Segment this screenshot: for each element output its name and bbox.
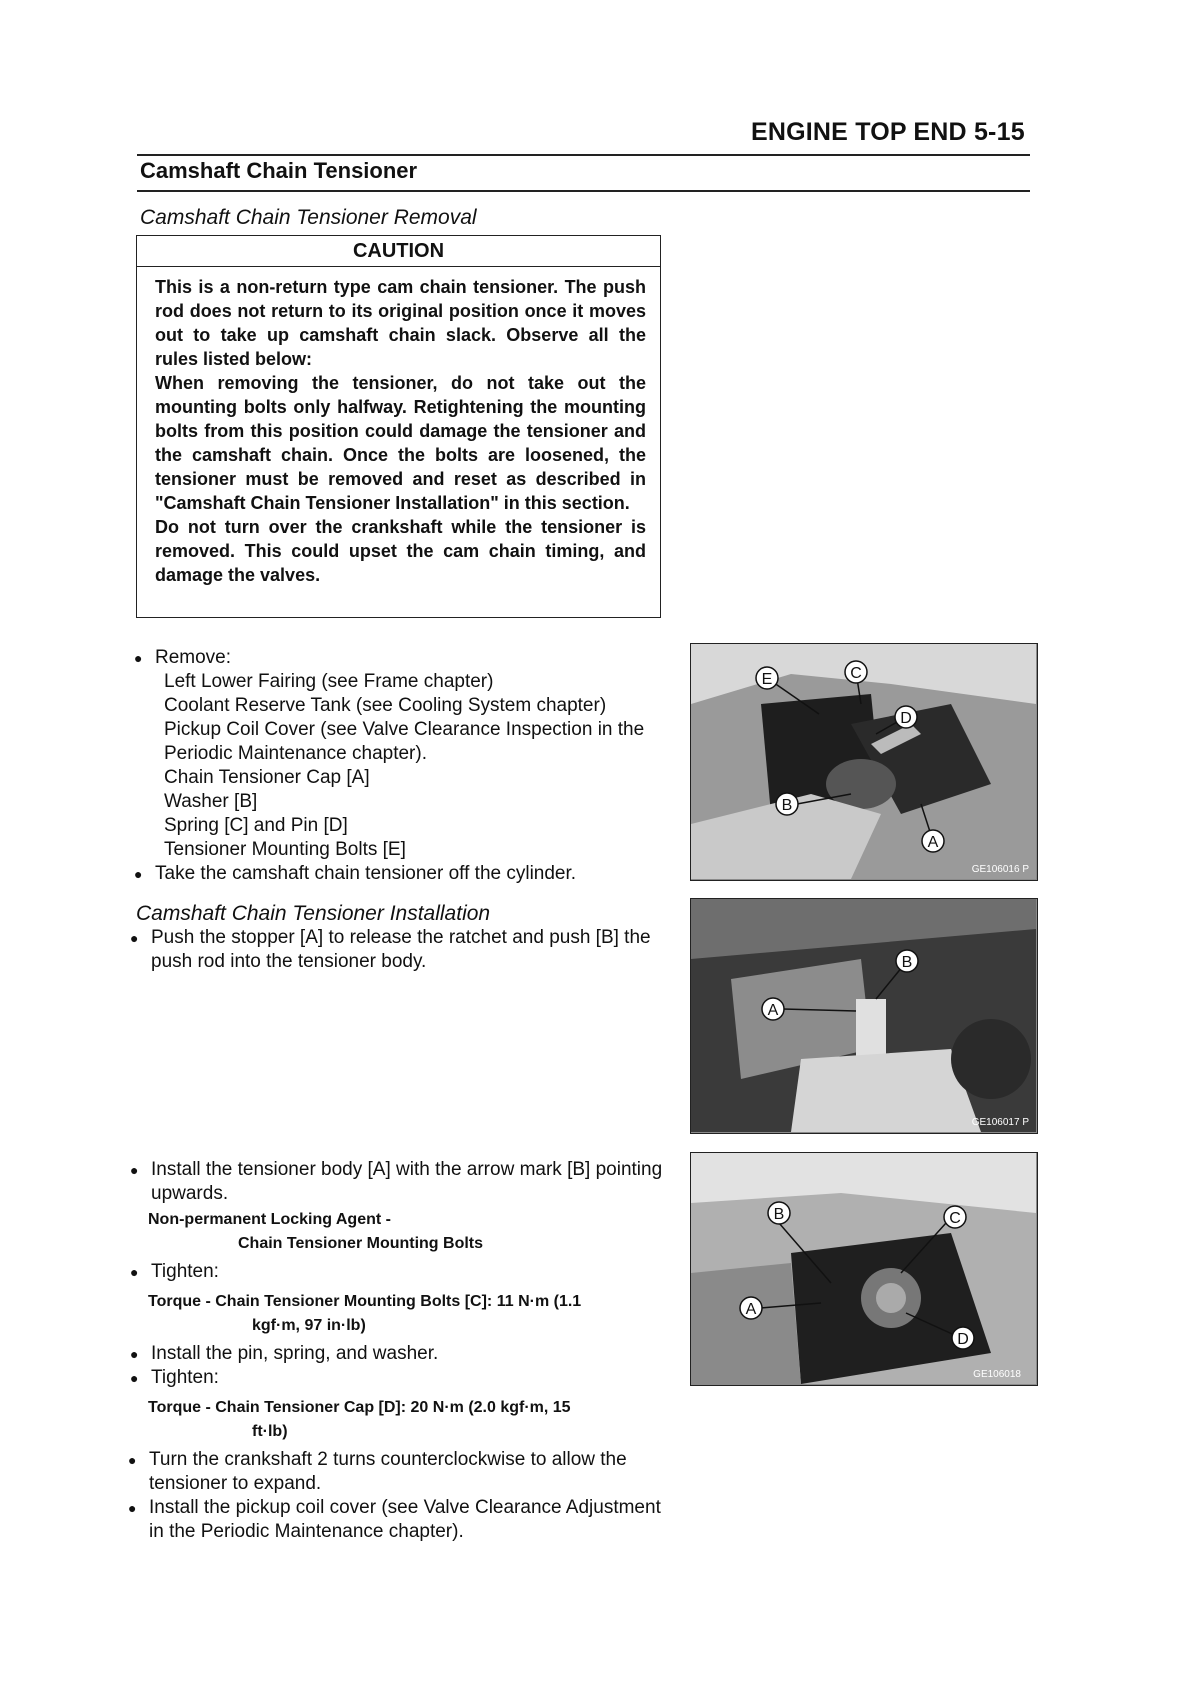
install-step: ● Install the pin, spring, and washer. — [138, 1342, 438, 1366]
section-rule — [137, 190, 1030, 192]
locking-agent-note: Non-permanent Locking Agent - — [148, 1211, 391, 1228]
installation-subtitle: Camshaft Chain Tensioner Installation — [136, 902, 491, 925]
list-item: Left Lower Fairing (see Frame chapter) — [164, 671, 494, 692]
caution-paragraph: When removing the tensioner, do not take out the mounting bolts only halfway. Retightening the mounting bolts from this position could damage the tensioner and the camshaft chain. Once the bolts are loosened, the tensioner must be removed and reset as described in "Camshaft Chain Tensioner Installation" in this section. — [155, 373, 646, 513]
figure-code: GE106018 — [973, 1369, 1021, 1380]
caution-title: CAUTION — [137, 236, 660, 267]
install-step: ● Install the tensioner body [A] with the arrow mark [B] pointing upwards. — [138, 1158, 668, 1206]
photo-illustration — [691, 899, 1036, 1132]
figure-tensioner-reset — [690, 898, 1038, 1134]
callout-label: D — [900, 710, 912, 727]
figure-tensioner-removal — [690, 643, 1038, 881]
callout-label: D — [957, 1331, 969, 1348]
removal-subtitle: Camshaft Chain Tensioner Removal — [140, 206, 477, 229]
install-step: ● Push the stopper [A] to release the ratchet and push [B] the push rod into the tensioner body. — [138, 926, 668, 974]
remove-label: ● Remove: — [142, 646, 672, 670]
callout-label: B — [901, 954, 913, 971]
callout-label: A — [927, 834, 939, 851]
locking-agent-note: Chain Tensioner Mounting Bolts — [238, 1235, 484, 1252]
install-step: ● Turn the crankshaft 2 turns counterclockwise to allow the tensioner to expand. — [136, 1448, 668, 1496]
list-item: Spring [C] and Pin [D] — [164, 815, 348, 836]
figure-code: GE106016 P — [971, 864, 1029, 875]
figure-tensioner-installation — [690, 1152, 1038, 1386]
callout-label: C — [949, 1210, 961, 1227]
section-title: Camshaft Chain Tensioner — [140, 158, 418, 183]
list-item: Chain Tensioner Cap [A] — [164, 767, 370, 788]
torque-spec: kgf·m, 97 in·lb) — [252, 1317, 366, 1334]
list-item: Coolant Reserve Tank (see Cooling System chapter) — [164, 695, 607, 716]
install-step: ● Install the pickup coil cover (see Valve Clearance Adjustment in the Periodic Maintenance chapter). — [136, 1496, 668, 1544]
tighten-step: ● Tighten: — [138, 1260, 219, 1284]
removal-steps — [142, 646, 672, 886]
torque-spec: ft·lb) — [252, 1423, 288, 1440]
tighten-step: ● Tighten: — [138, 1366, 219, 1390]
caution-box — [136, 235, 661, 618]
callout-label: B — [781, 797, 793, 814]
figure-code: GE106017 P — [971, 1117, 1029, 1128]
list-item: Tensioner Mounting Bolts [E] — [164, 839, 406, 860]
take-off-step: ● Take the camshaft chain tensioner off the cylinder. — [142, 862, 672, 886]
list-item: Pickup Coil Cover (see Valve Clearance Inspection in the Periodic Maintenance chapter). — [164, 719, 645, 764]
callout-label: A — [745, 1301, 757, 1318]
caution-paragraph: Do not turn over the crankshaft while the tensioner is removed. This could upset the cam chain timing, and damage the valves. — [155, 517, 646, 585]
callout-label: C — [850, 665, 862, 682]
running-header: ENGINE TOP END 5-15 — [751, 118, 1025, 146]
photo-illustration — [691, 644, 1036, 879]
callout-label: A — [767, 1002, 779, 1019]
list-item: Washer [B] — [164, 791, 258, 812]
torque-spec: Torque - Chain Tensioner Cap [D]: 20 N·m (2.0 kgf·m, 15 — [148, 1399, 571, 1416]
header-rule — [137, 154, 1030, 156]
torque-spec: Torque - Chain Tensioner Mounting Bolts [C]: 11 N·m (1.1 — [148, 1293, 582, 1310]
callout-label: B — [773, 1206, 785, 1223]
callout-label: E — [761, 671, 773, 688]
caution-paragraph: This is a non-return type cam chain tensioner. The push rod does not return to its original position once it moves out to take up camshaft chain slack. Observe all the rules listed below: — [155, 277, 646, 369]
photo-illustration — [691, 1153, 1036, 1384]
